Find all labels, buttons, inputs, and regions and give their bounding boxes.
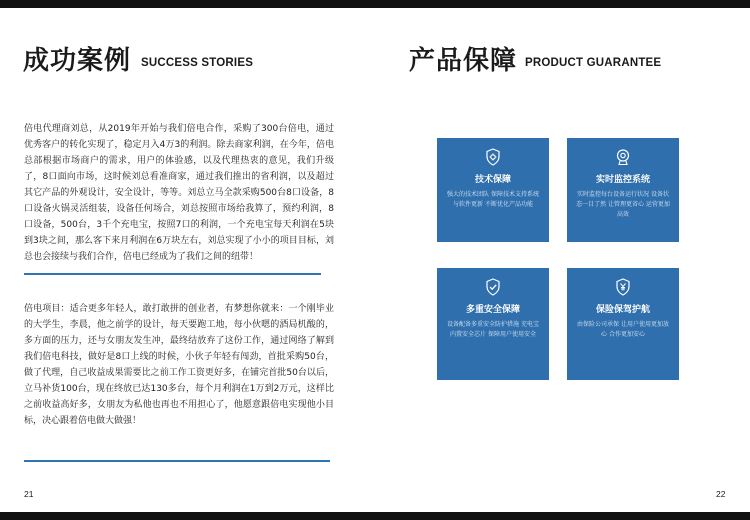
- guarantee-card-insurance: [567, 268, 679, 380]
- card-title: 实时监控系统: [595, 175, 650, 185]
- divider: [24, 460, 330, 462]
- shield-check-icon: [484, 278, 502, 296]
- page-number-right: 22: [716, 489, 726, 499]
- camera-icon: [614, 148, 632, 166]
- card-desc: 强大的技术团队 保障技术支持系统与软件更新 不断优化产品功能: [447, 191, 539, 208]
- guarantee-card-safety: [437, 268, 549, 380]
- top-bar: [0, 0, 750, 8]
- yuan-shield-icon: [614, 278, 632, 296]
- success-story-paragraph-2: 倍电项目：适合更多年轻人，敢打敢拼的创业者，有梦想你就来：一个刚毕业的大学生，李晨，他之前学的设计，每天要跑工地，每小伙嗯的酒局机酸的，多方面的压力，还与女朋友发生冲，最终结放弃了这份工作，通过网络了解到我们倍电科技，做好是8口上线的时候，小伙子年轻有闯劲，首批采购50台，做了代理，自己收益成果需要比之前工作工资更好多，在铺完首批50台以后，立马补货100台，现在终放已达130多台，每个月利润在1万到2万元，这样比之前收益高好多，女朋友为私他也再也不用担心了，他愿意跟倍电实现他小目标，决心跟着倍电做大做强！: [24, 304, 334, 426]
- page-number-left: 21: [24, 489, 34, 499]
- divider: [24, 273, 321, 275]
- guarantee-card-monitor: [567, 138, 679, 242]
- success-story-paragraph-1: 倍电代理商刘总，从2019年开始与我们倍电合作，采购了300台倍电，通过优秀客户的转化实现了，稳定月入4万3的利润。除去商家利润，在今年，倍电总部根据市场商户的需求，用户的体验感，以及代理热衷的意见，我们升级了，8口面向市场，这时候刘总看准商家，通过我们推出的省利润，以及超过其它产品的外观设计，安全设计，等等。刘总立马全款采购500台8口设备，8口设备火锅灵活组装，设备任何场合，刘总按照市场给我算了，预约利润，8口设备，500台，3千个充电宝，按照7口的利润，一个充电宝每天利润在5块到3块之间，那么客下来月利润在6万块左右，刘总实现了小小的项目目标，刘总也会接续与我们合作，倍电已经成为了我们之间的纽带！: [24, 124, 334, 262]
- card-title: 保险保驾护航: [595, 305, 650, 315]
- right-title-en: PRODUCT GUARANTEE: [525, 57, 662, 69]
- card-title: 多重安全保障: [465, 305, 520, 315]
- right-title-cn: 产品保障: [409, 46, 518, 76]
- bottom-bar: [0, 512, 750, 520]
- guarantee-card-tech: [437, 138, 549, 242]
- card-desc: 实时监控每台设备运行状况 设备状态一目了然 让管理更省心 运营更加高效: [576, 191, 670, 218]
- card-title: 技术保障: [474, 175, 511, 185]
- card-desc: 设备配备多重安全防护措施 充电宝内置安全芯片 保障用户使用安全: [447, 321, 539, 338]
- card-desc: 由保险公司承保 让用户使用更加放心 合作更加安心: [577, 321, 669, 338]
- left-title-cn: 成功案例: [23, 46, 132, 76]
- gear-shield-icon: [484, 148, 502, 166]
- left-title-en: SUCCESS STORIES: [141, 57, 254, 69]
